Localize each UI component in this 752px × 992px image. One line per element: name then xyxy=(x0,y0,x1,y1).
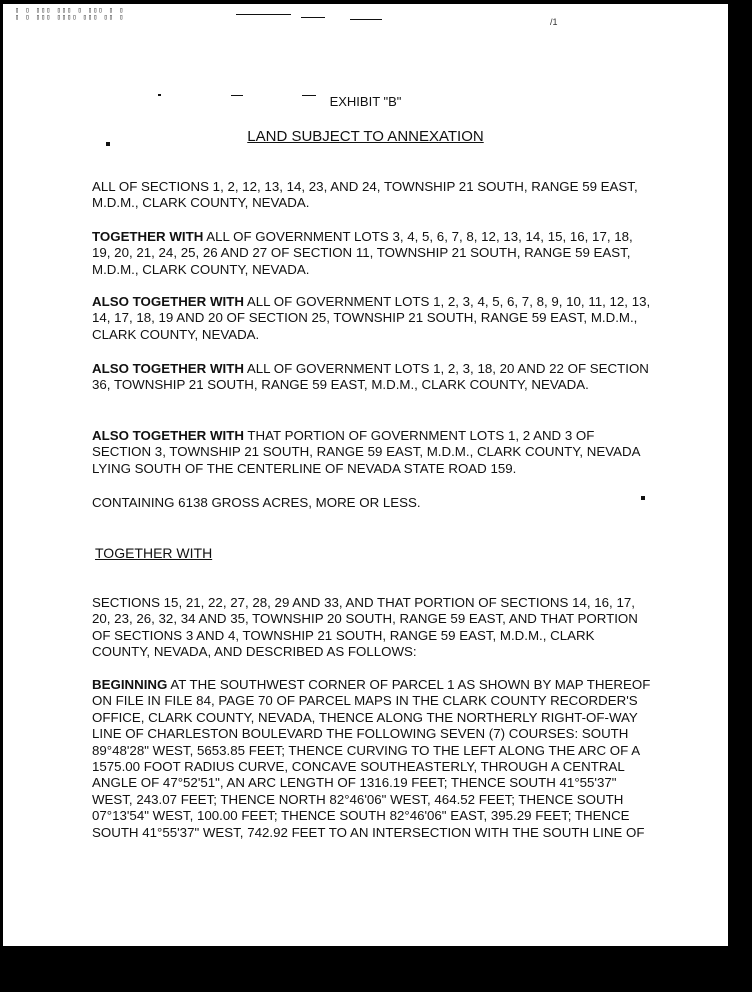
fax-transmission-header: ▯ ▯ ▯▯▯ ▯▯▯ ▯ ▯▯▯ ▯ ▯ ▯ ▯ ▯▯▯ ▯▯▯▯ ▯▯▯ ▯▯ ▯ xyxy=(15,6,125,21)
paragraph-metes-and-bounds: BEGINNING AT THE SOUTHWEST CORNER OF PARCEL 1 AS SHOWN BY MAP THEREOF ON FILE IN FILE 84, PAGE 70 OF PARCEL MAPS IN THE CLARK COUNTY RECORDER'S OFFICE, CLARK COUNTY, NEVADA, THENCE ALONG THE NORTHERLY RIGHT-OF-WAY LINE OF CHARLESTON BOULEVARD THE FOLLOWING SEVEN (7) COURSES: SOUTH 89°48'28" WEST, 5653.85 FEET; THENCE CURVING TO THE LEFT ALONG THE ARC OF A 1575.00 FOOT RADIUS CURVE, CONCAVE SOUTHEASTERLY, THROUGH A CENTRAL ANGLE OF 47°52'51", AN ARC LENGTH OF 1316.19 FEET; THENCE SOUTH 41°55'37" WEST, 243.07 FEET; THENCE NORTH 82°46'06" WEST, 464.52 FEET; THENCE SOUTH 07°13'54" WEST, 100.00 FEET; THENCE SOUTH 82°46'06" EAST, 395.29 FEET; THENCE SOUTH 41°55'37" WEST, 742.92 FEET TO AN INTERSECTION WITH THE SOUTH LINE OF xyxy=(92,677,651,840)
paragraph-section-11: TOGETHER WITH ALL OF GOVERNMENT LOTS 3, 4, 5, 6, 7, 8, 12, 13, 14, 15, 16, 17, 18, 19, 20, 21, 24, 25, 26 AND 27 OF SECTION 11, TOWNSHIP 21 SOUTH, RANGE 59 EAST, M.D.M., CLARK COUNTY, NEVADA. xyxy=(92,229,633,277)
together-with-subheading: TOGETHER WITH xyxy=(95,545,213,561)
paragraph-acreage: CONTAINING 6138 GROSS ACRES, MORE OR LESS. xyxy=(92,495,421,510)
paragraph-section-3: ALSO TOGETHER WITH THAT PORTION OF GOVERNMENT LOTS 1, 2 AND 3 OF SECTION 3, TOWNSHIP 21 SOUTH, RANGE 59 EAST, M.D.M., CLARK COUNTY, NEVADA LYING SOUTH OF THE CENTERLINE OF NEVADA STATE ROAD 159. xyxy=(92,428,640,476)
exhibit-title: EXHIBIT "B" xyxy=(329,94,402,109)
scan-artifact xyxy=(301,17,325,18)
document-heading: LAND SUBJECT TO ANNEXATION xyxy=(247,128,484,145)
scan-artifact xyxy=(236,14,291,15)
page-corner-mark: /1 xyxy=(550,17,558,27)
scan-artifact xyxy=(350,19,382,20)
paragraph-township-20: SECTIONS 15, 21, 22, 27, 28, 29 AND 33, AND THAT PORTION OF SECTIONS 14, 16, 17, 20, 23, 26, 32, 34 AND 35, TOWNSHIP 20 SOUTH, RANGE 59 EAST, AND THAT PORTION OF SECTIONS 3 AND 4, TOWNSHIP 21 SOUTH, RANGE 59 EAST, M.D.M., CLARK COUNTY, NEVADA, AND DESCRIBED AS FOLLOWS: xyxy=(92,595,638,660)
paragraph-section-36: ALSO TOGETHER WITH ALL OF GOVERNMENT LOTS 1, 2, 3, 18, 20 AND 22 OF SECTION 36, TOWNSHIP 21 SOUTH, RANGE 59 EAST, M.D.M., CLARK COUNTY, NEVADA. xyxy=(92,361,649,393)
paragraph-section-25: ALSO TOGETHER WITH ALL OF GOVERNMENT LOTS 1, 2, 3, 4, 5, 6, 7, 8, 9, 10, 11, 12, 13, 14, 17, 18, 19 AND 20 OF SECTION 25, TOWNSHIP 21 SOUTH, RANGE 59 EAST, M.D.M., CLARK COUNTY, NEVADA. xyxy=(92,294,651,342)
document-page xyxy=(3,4,728,946)
paragraph-sections: ALL OF SECTIONS 1, 2, 12, 13, 14, 23, AND 24, TOWNSHIP 21 SOUTH, RANGE 59 EAST, M.D.M., CLARK COUNTY, NEVADA. xyxy=(92,179,638,211)
